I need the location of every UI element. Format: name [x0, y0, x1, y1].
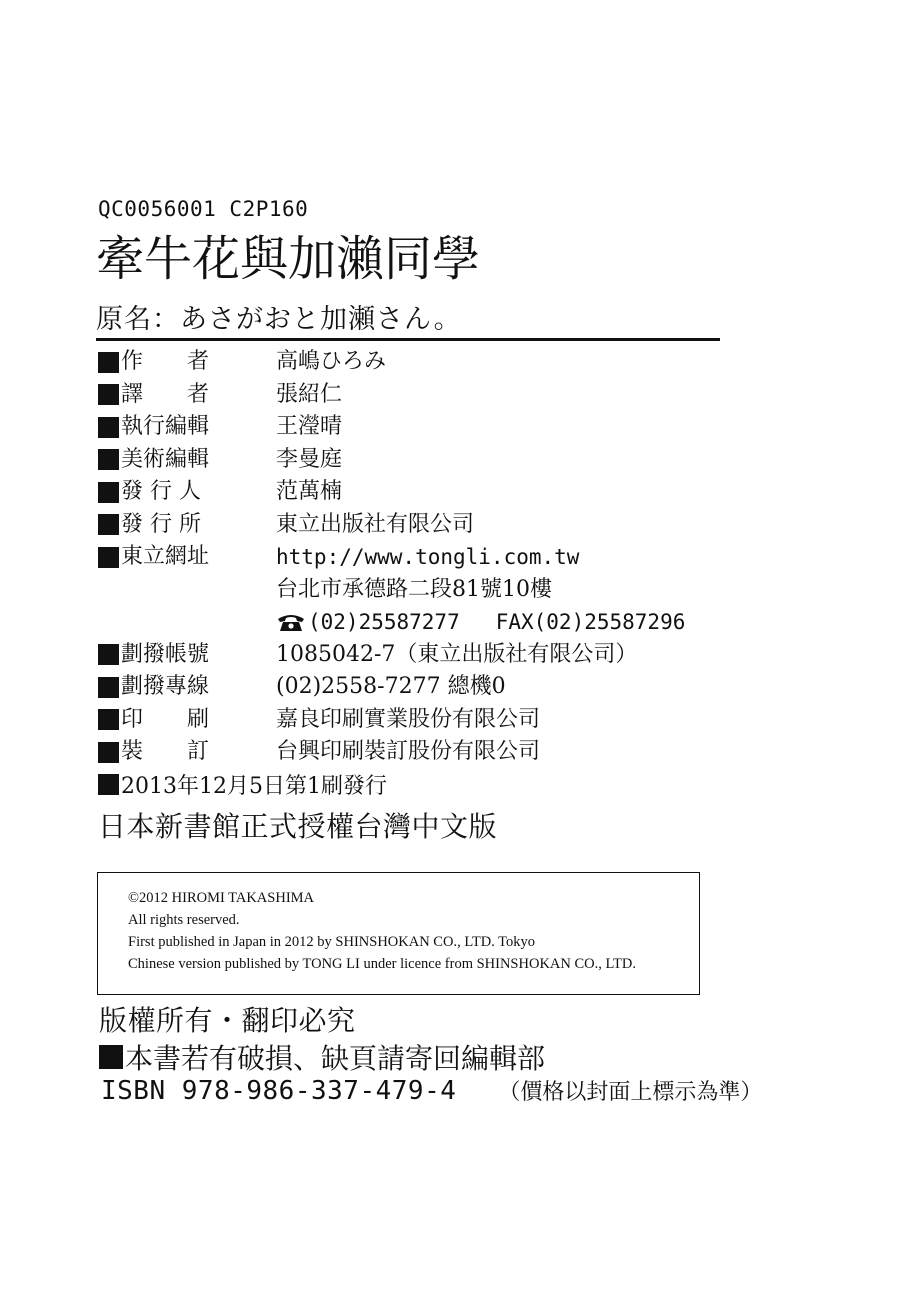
black-square-bullet-icon [98, 709, 119, 730]
black-square-bullet-icon [98, 514, 119, 535]
credit-value: 1085042-7（東立出版社有限公司） [276, 641, 638, 667]
address: 台北市承德路二段81號10樓 [276, 576, 552, 602]
phone-number: (02)25587277 [308, 610, 460, 634]
book-title: 牽牛花與加瀨同學 [96, 231, 481, 287]
credit-value: (02)2558-7277 總機0 [276, 674, 506, 699]
copyright-line: All rights reserved. [128, 912, 240, 928]
credit-label: 裝 訂 [121, 739, 210, 764]
credit-row-translator [98, 379, 718, 412]
credits-list [98, 346, 718, 769]
credit-label: 劃撥帳號 [121, 641, 210, 667]
credit-row-website [98, 541, 718, 574]
black-square-bullet-icon [98, 547, 119, 568]
credit-value: 李曼庭 [276, 446, 343, 472]
fax-number: FAX(02)25587296 [495, 610, 686, 634]
credit-row-publisher [98, 476, 718, 509]
credit-label: 印 刷 [121, 706, 210, 732]
damage-notice [99, 1037, 545, 1077]
black-square-bullet-icon [98, 352, 119, 373]
credit-row-account [98, 639, 718, 672]
license-statement: 日本新書館正式授權台灣中文版 [98, 810, 498, 843]
copyright-line: ©2012 HIROMI TAKASHIMA [128, 890, 315, 906]
rights-reserved: 版權所有・翻印必究 [99, 1004, 356, 1037]
credit-value: 台興印刷裝訂股份有限公司 [276, 739, 541, 764]
credit-label: 發 行 所 [121, 511, 201, 537]
title-divider [96, 338, 720, 341]
credit-value: 高嶋ひろみ [276, 349, 387, 374]
original-title: 原名：あさがおと加瀬さん。 [96, 304, 462, 335]
website-url: http://www.tongli.com.tw [276, 545, 580, 569]
release-date [98, 769, 387, 800]
credit-row-address [98, 574, 718, 607]
black-square-bullet-icon [98, 644, 119, 665]
credit-row-publishing-house [98, 509, 718, 542]
credit-value: 嘉良印刷實業股份有限公司 [276, 706, 541, 732]
black-square-bullet-icon [98, 482, 119, 503]
copyright-box [97, 872, 700, 995]
copyright-line: First published in Japan in 2012 by SHINSHOKAN CO., LTD. Tokyo [128, 934, 536, 950]
black-square-bullet-icon [98, 417, 119, 438]
black-square-bullet-icon [98, 449, 119, 470]
damage-text: 本書若有破損、缺頁請寄回編輯部 [125, 1042, 546, 1075]
release-text: 2013年12月5日第1刷發行 [121, 774, 387, 799]
credit-value: 范萬楠 [276, 479, 343, 504]
credit-label: 譯 者 [121, 381, 210, 407]
copyright-line: Chinese version published by TONG LI under licence from SHINSHOKAN CO., LTD. [128, 956, 636, 972]
credit-row-art-editor [98, 444, 718, 477]
black-square-bullet-icon [99, 1045, 123, 1069]
isbn: ISBN 978-986-337-479-4 [101, 1076, 457, 1106]
credit-value: 東立出版社有限公司 [276, 511, 475, 537]
price-note: （價格以封面上標示為準） [498, 1080, 763, 1105]
black-square-bullet-icon [98, 742, 119, 763]
credit-value: 張紹仁 [276, 381, 343, 407]
telephone-icon [276, 612, 306, 632]
credit-row-printing [98, 704, 718, 737]
credit-label: 作 者 [121, 349, 210, 374]
credit-row-binding [98, 736, 718, 769]
black-square-bullet-icon [98, 677, 119, 698]
credit-label: 發 行 人 [121, 479, 201, 504]
credit-row-phone [98, 606, 718, 639]
isbn-line [101, 1075, 762, 1106]
catalog-codes: QC0056001 C2P160 [98, 197, 309, 221]
credit-row-hotline [98, 671, 718, 704]
black-square-bullet-icon [98, 774, 119, 795]
credit-row-author [98, 346, 718, 379]
credit-row-executive-editor [98, 411, 718, 444]
credit-label: 美術編輯 [121, 446, 210, 472]
credit-label: 東立網址 [121, 544, 210, 569]
credit-label: 執行編輯 [121, 414, 210, 439]
credit-label: 劃撥專線 [121, 674, 210, 699]
black-square-bullet-icon [98, 384, 119, 405]
credit-value: 王瀅晴 [276, 414, 343, 439]
